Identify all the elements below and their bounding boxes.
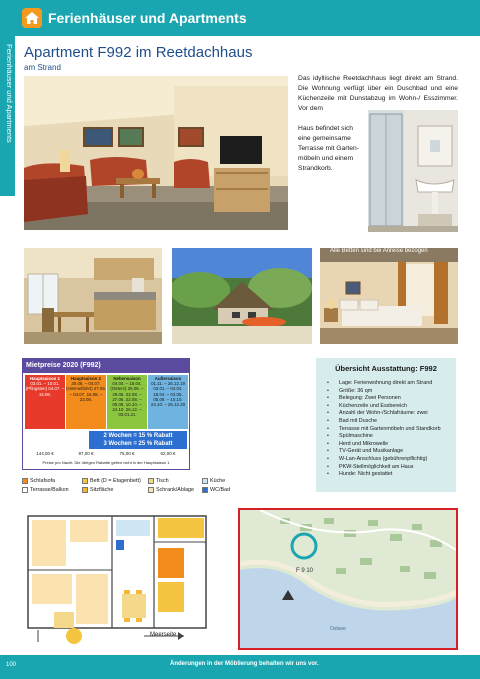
header-bar: [0, 0, 480, 36]
season-name: Nebensaison: [113, 376, 141, 381]
list-item: • Terrasse mit Gartenmöbeln und Standkorb: [324, 426, 454, 434]
discount-three-weeks: 3 Wochen = 25 % Rabatt: [103, 441, 173, 447]
price-value: 62,00 €: [160, 451, 176, 456]
price-value: 75,00 €: [119, 451, 135, 456]
thatched-house-photo: [172, 248, 312, 344]
legend-swatch: [82, 478, 88, 484]
map-marker-label: F 9 10: [296, 568, 314, 574]
list-item: • Bad mit Dusche: [324, 418, 454, 426]
features-list: [324, 380, 454, 479]
legend-swatch: [22, 478, 28, 484]
list-item: • PKW-Stellmöglichkeit am Haus: [324, 464, 454, 472]
list-item: • Hunde: Nicht gestattet: [324, 471, 454, 479]
legend-label: Terrasse/Balkon: [30, 487, 69, 493]
season-dates: 20.06. – 04.07. (Himmelfahrt) 27.06. – 04.07. 15.08. – 22.08.: [66, 381, 107, 402]
legend-swatch: [202, 487, 208, 493]
features-title: Übersicht Ausstattung: F992: [335, 364, 437, 373]
price-table: [22, 358, 190, 470]
list-item: • Belegung: Zwei Personen: [324, 395, 454, 403]
list-item: • Küchenzeile und Essbereich: [324, 403, 454, 411]
intro-text: Das idyllische Reetdachhaus liegt direkt am Strand. Die Wohnung verfügt über ein Duschbad und eine Küchenzeile mit Dunstabzug im Wohn-/ Esszimmer. Vor dem: [298, 75, 458, 112]
bathroom-photo: [368, 110, 458, 232]
legend-swatch: [148, 487, 154, 493]
season-cell: [148, 375, 188, 429]
photo-caption: Alle Betten sind bei Anreise bezogen: [330, 248, 428, 254]
living-room-photo: [24, 76, 288, 230]
legend-label: Schlafsofa: [30, 478, 56, 484]
season-cell: [25, 375, 65, 429]
intro-text-continued: Haus befindet sich eine gemeinsame Terrasse mit Garten- möbeln und einem Strandkorb.: [298, 125, 359, 172]
season-dates: 01.11. – 26.12.19 03.01. – 04.04. 18.04. – 03.05. 05.09. – 10.10. 24.10. – 26.12.20: [150, 381, 186, 408]
discount-box: [89, 431, 187, 449]
legend-swatch: [148, 478, 154, 484]
season-name: Außersaison: [154, 376, 182, 381]
list-item: • W-Lan-Anschluss (gebührenpflichtig): [324, 456, 454, 464]
price-table-title: Mietpreise 2020 (F992): [23, 359, 189, 373]
list-item: • TV-Gerät und Musikanlage: [324, 448, 454, 456]
side-tab-label: Ferienhäuser und Apartments: [5, 44, 14, 143]
discount-two-weeks: 2 Wochen = 15 % Rabatt: [103, 433, 173, 439]
sea-side-label: Meerseite: [150, 632, 177, 638]
list-item: • Herd und Mikrowelle: [324, 441, 454, 449]
house-logo-icon: [22, 8, 42, 28]
legend-label: WC/Bad: [210, 487, 231, 493]
season-cell: [66, 375, 106, 429]
legend-swatch: [202, 478, 208, 484]
price-value: 144,00 €: [36, 451, 54, 456]
footer-note: Änderungen in der Möblierung behalten wir uns vor.: [170, 661, 319, 667]
map-water-label: Ostsee: [330, 626, 346, 632]
page-number: 100: [6, 662, 17, 668]
price-note: Preise pro Nacht. Die übrigen Rabatte gelten nicht in der Hauptsaison 1: [42, 460, 170, 465]
legend-swatch: [22, 487, 28, 493]
legend-swatch: [82, 487, 88, 493]
features-box: [316, 358, 456, 492]
legend-label: Küche: [210, 478, 226, 484]
section-title: Ferienhäuser und Apartments: [48, 10, 247, 26]
season-dates: 04.04. – 18.04. (Ostern) 25.06. – 29.06. 22.08. – 27.06. 22.08. – 05.09. 10.10. – 24.10. 26.12. – 03.01.21: [110, 381, 144, 418]
season-dates: 03.01. – 10.01. (Pfingsten) 04.07. – 15.08.: [25, 381, 65, 397]
price-value: 97,00 €: [78, 451, 94, 456]
apartment-subtitle: am Strand: [24, 63, 61, 72]
footer-bar: [0, 655, 480, 679]
list-item: • Spülmaschine: [324, 433, 454, 441]
legend-label: Tisch: [156, 478, 169, 484]
season-name: Hauptsaison 2: [70, 376, 101, 381]
season-cell: [107, 375, 147, 429]
legend-label: Sitzfläche: [90, 487, 114, 493]
floorplan-legend: [22, 478, 302, 498]
list-item: • Anzahl der Wohn-/Schlafräume: zwei: [324, 410, 454, 418]
list-item: • Lage: Ferienwohnung direkt am Strand: [324, 380, 454, 388]
legend-label: Bett (D = Etagenbett): [90, 478, 141, 484]
floor-plan: [24, 512, 210, 646]
bedroom-photo: [320, 248, 458, 344]
kitchen-photo: [24, 248, 162, 344]
apartment-title: Apartment F992 im Reetdachhaus: [24, 44, 253, 61]
season-name: Hauptsaison 1: [29, 376, 60, 381]
location-map: [238, 508, 458, 650]
legend-label: Schrank/Ablage: [156, 487, 195, 493]
list-item: • Größe: 36 qm: [324, 388, 454, 396]
